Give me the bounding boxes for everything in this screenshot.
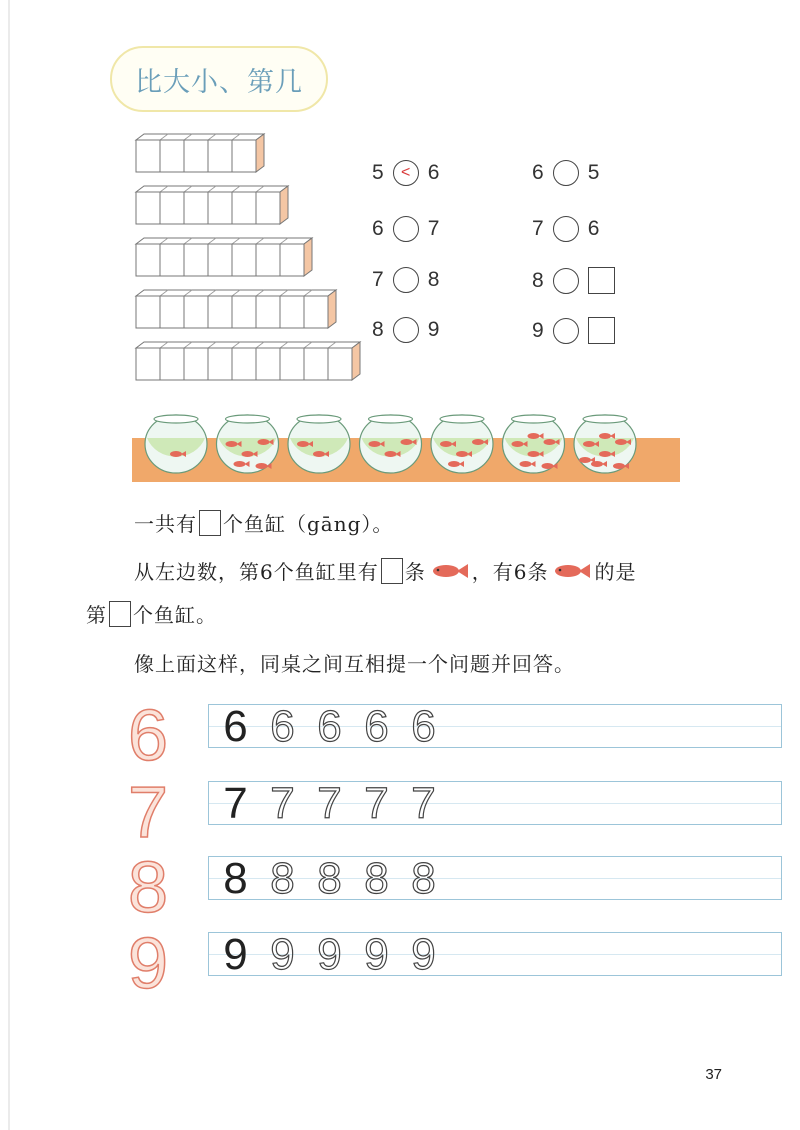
- cube: [136, 296, 160, 328]
- cube: [232, 348, 256, 380]
- cube: [304, 348, 328, 380]
- compare-left: 7: [532, 217, 544, 240]
- model-digit: 7: [223, 779, 248, 828]
- stroke-guide-7: [118, 775, 178, 847]
- trace-digit: 7: [270, 779, 295, 828]
- question-text: 从左边数，第6个鱼缸里有: [134, 560, 379, 584]
- compare-right: 8: [427, 268, 440, 291]
- cube: [208, 244, 232, 276]
- compare-circle[interactable]: [393, 317, 419, 343]
- compare-item: [532, 216, 599, 242]
- stroke-guide-6: [118, 698, 178, 770]
- question-which-tank: [86, 599, 217, 628]
- trace-digit: 7: [411, 779, 436, 828]
- question-text: 的是: [594, 560, 637, 584]
- model-digit: 9: [223, 930, 248, 979]
- fish-icon: [551, 562, 591, 580]
- trace-digit: 6: [270, 702, 295, 751]
- writing-practice-6: [118, 698, 698, 770]
- compare-right: 6: [427, 161, 440, 184]
- fish-tank: [431, 415, 493, 473]
- compare-left: 8: [372, 318, 384, 341]
- answer-box[interactable]: [588, 317, 615, 344]
- question-text: 个鱼缸。: [133, 603, 217, 627]
- cube: [208, 192, 232, 224]
- compare-circle[interactable]: [393, 267, 419, 293]
- cube: [160, 140, 184, 172]
- cube: [232, 244, 256, 276]
- cube: [280, 296, 304, 328]
- cube: [136, 348, 160, 380]
- compare-left: 6: [372, 217, 384, 240]
- cube: [160, 244, 184, 276]
- trace-digit: 8: [317, 854, 342, 903]
- writing-practice-8: [118, 850, 698, 922]
- cube: [232, 192, 256, 224]
- writing-practice-7: [118, 775, 698, 847]
- fish-tank: [145, 415, 207, 473]
- answer-box[interactable]: [588, 267, 615, 294]
- compare-item: [372, 267, 439, 293]
- cube: [280, 244, 304, 276]
- trace-digit: 7: [317, 779, 342, 828]
- compare-item: [372, 160, 439, 186]
- page-number: 37: [705, 1066, 722, 1083]
- cube: [328, 348, 352, 380]
- fish-tank: [503, 415, 565, 473]
- cube: [256, 244, 280, 276]
- trace-digit: 6: [317, 702, 342, 751]
- fish-tank: [574, 415, 636, 473]
- compare-left: 7: [372, 268, 384, 291]
- cube: [280, 348, 304, 380]
- trace-digit: 9: [270, 930, 295, 979]
- writing-practice-9: [118, 926, 698, 998]
- compare-circle[interactable]: <: [393, 160, 419, 186]
- question-sixth-tank: [134, 556, 636, 585]
- cube-rows: [130, 132, 370, 382]
- compare-left: 8: [532, 268, 544, 292]
- cube: [184, 348, 208, 380]
- compare-circle[interactable]: [553, 160, 579, 186]
- cube-row: [136, 290, 336, 328]
- answer-box[interactable]: [109, 601, 131, 627]
- svg-text:6: 6: [127, 698, 169, 770]
- compare-circle[interactable]: [553, 268, 579, 294]
- svg-text:9: 9: [127, 926, 169, 998]
- trace-digit: 8: [411, 854, 436, 903]
- cube: [160, 296, 184, 328]
- cube: [256, 296, 280, 328]
- cube-row: [136, 238, 312, 276]
- trace-digit: 9: [317, 930, 342, 979]
- cube: [232, 140, 256, 172]
- question-text: 一共有: [134, 512, 197, 536]
- question-text: 第: [86, 603, 107, 627]
- compare-circle[interactable]: [553, 318, 579, 344]
- question-text: 个鱼缸（gāng）。: [223, 512, 394, 536]
- model-digit: 6: [223, 702, 248, 751]
- compare-item: [532, 160, 599, 186]
- compare-right: 6: [587, 217, 600, 240]
- cube: [256, 348, 280, 380]
- answer-box[interactable]: [381, 558, 403, 584]
- stroke-guide-8: [118, 850, 178, 922]
- section-title-text: 比大小、第几: [135, 66, 303, 98]
- trace-digit: 6: [364, 702, 389, 751]
- trace-digits: [212, 930, 447, 979]
- compare-right: 5: [587, 161, 600, 184]
- compare-circle[interactable]: [393, 216, 419, 242]
- cube: [136, 244, 160, 276]
- compare-left: 6: [532, 161, 544, 184]
- compare-item: [532, 317, 615, 344]
- cube: [232, 296, 256, 328]
- fish-tank: [288, 415, 350, 473]
- trace-digit: 8: [270, 854, 295, 903]
- cube: [184, 296, 208, 328]
- cube-row: [136, 186, 288, 224]
- cube: [208, 348, 232, 380]
- cube: [136, 192, 160, 224]
- svg-text:8: 8: [127, 850, 169, 922]
- page-binding-edge: [8, 0, 10, 1130]
- compare-left: 5: [372, 161, 384, 184]
- fish-tank: [360, 415, 422, 473]
- compare-circle[interactable]: [553, 216, 579, 242]
- section-title: [110, 46, 328, 112]
- trace-digit: 7: [364, 779, 389, 828]
- fish-tank: [217, 415, 279, 473]
- cube-row: [136, 134, 264, 172]
- compare-item: [532, 267, 615, 294]
- trace-digit: 6: [411, 702, 436, 751]
- cube: [184, 244, 208, 276]
- fish-icon: [429, 562, 469, 580]
- cube: [208, 140, 232, 172]
- trace-digits: [212, 702, 447, 751]
- cube: [160, 192, 184, 224]
- svg-text:7: 7: [127, 775, 169, 847]
- question-text: 条: [404, 560, 426, 584]
- compare-left: 9: [532, 318, 544, 342]
- trace-digits: [212, 779, 447, 828]
- compare-item: [372, 317, 439, 343]
- stroke-guide-9: [118, 926, 178, 998]
- compare-item: [372, 216, 439, 242]
- cube: [184, 140, 208, 172]
- cube: [136, 140, 160, 172]
- cube: [184, 192, 208, 224]
- trace-digit: 9: [364, 930, 389, 979]
- question-text: ，有6条: [471, 560, 549, 584]
- compare-right: 7: [427, 217, 440, 240]
- model-digit: 8: [223, 854, 248, 903]
- fish-tank-row: [132, 410, 680, 484]
- trace-digits: [212, 854, 447, 903]
- compare-right: 9: [427, 318, 440, 341]
- question-tank-count: [134, 508, 393, 537]
- cube: [208, 296, 232, 328]
- cube: [304, 296, 328, 328]
- instruction-text: 像上面这样，同桌之间互相提一个问题并回答。: [134, 652, 575, 676]
- answer-box[interactable]: [199, 510, 221, 536]
- cube-row: [136, 342, 360, 380]
- trace-digit: 9: [411, 930, 436, 979]
- cube: [256, 192, 280, 224]
- cube: [160, 348, 184, 380]
- trace-digit: 8: [364, 854, 389, 903]
